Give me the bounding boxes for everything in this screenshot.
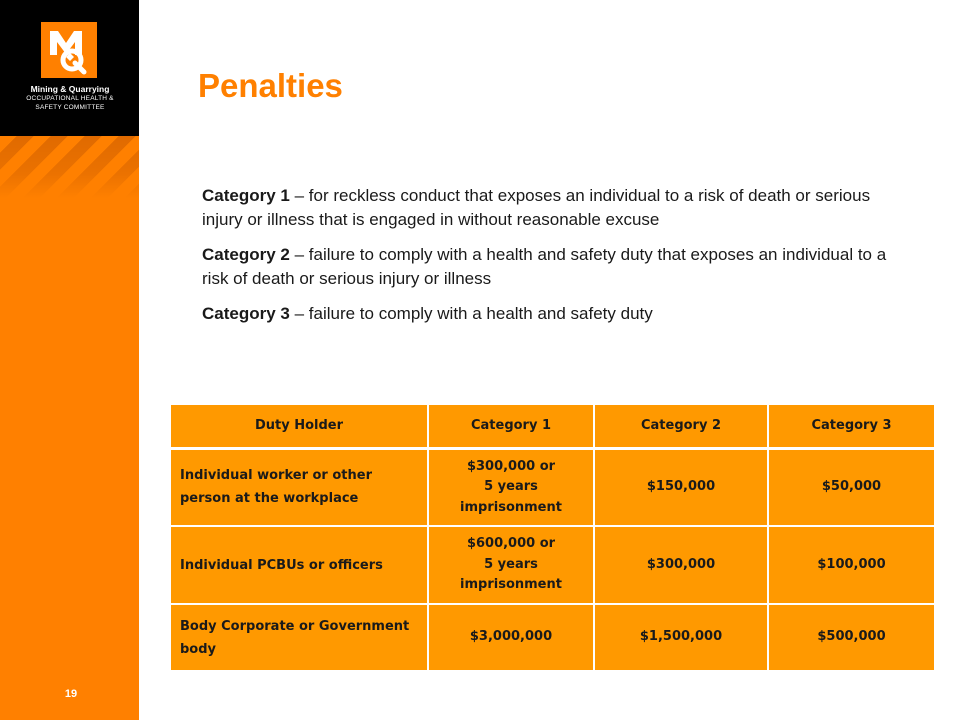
category-3-text xyxy=(202,302,892,326)
table-header-row xyxy=(171,405,934,448)
category-2-cell: $150,000 xyxy=(594,448,768,526)
header-category-2: Category 2 xyxy=(594,405,768,448)
brand-subtitle-line1: OCCUPATIONAL HEALTH & xyxy=(26,95,114,102)
page-title: Penalties xyxy=(198,67,343,104)
table-row xyxy=(171,448,934,526)
category-2-cell: $1,500,000 xyxy=(594,604,768,670)
page-number: 19 xyxy=(64,688,78,700)
brand-subtitle-line2: SAFETY COMMITTEE xyxy=(35,104,105,111)
category-3-description: – failure to comply with a health and safety duty xyxy=(289,304,653,323)
stripe-band xyxy=(0,136,139,198)
category-3-cell: $100,000 xyxy=(768,526,934,604)
mq-logo-icon xyxy=(41,22,97,78)
duty-holder-cell: Body Corporate or Government body xyxy=(171,604,428,670)
category-1-description: – for reckless conduct that exposes an individual to a risk of death or serious injury or illness that is engaged in without reasonable excuse xyxy=(202,186,871,229)
category-2-description: – failure to comply with a health and safety duty that exposes an individual to a risk of death or serious injury or illness xyxy=(202,245,887,288)
category-list xyxy=(202,184,892,326)
header-category-1: Category 1 xyxy=(428,405,594,448)
category-3-label: Category 3 xyxy=(202,304,290,323)
category-2-text xyxy=(202,243,892,290)
penalty-table xyxy=(171,405,934,670)
duty-holder-cell: Individual PCBUs or officers xyxy=(171,526,428,604)
category-1-cell: $600,000 or 5 years imprisonment xyxy=(428,526,594,604)
logo-panel xyxy=(0,0,139,136)
table-row xyxy=(171,526,934,604)
category-1-label: Category 1 xyxy=(202,186,290,205)
category-3-cell: $500,000 xyxy=(768,604,934,670)
category-1-cell: $300,000 or 5 years imprisonment xyxy=(428,448,594,526)
brand-name xyxy=(10,84,130,112)
header-category-3: Category 3 xyxy=(768,405,934,448)
category-2-cell: $300,000 xyxy=(594,526,768,604)
category-1-cell: $3,000,000 xyxy=(428,604,594,670)
category-3-cell: $50,000 xyxy=(768,448,934,526)
category-1-text xyxy=(202,184,892,231)
table-row xyxy=(171,604,934,670)
brand-title: Mining & Quarrying xyxy=(30,84,110,94)
category-2-label: Category 2 xyxy=(202,245,290,264)
duty-holder-cell: Individual worker or other person at the workplace xyxy=(171,448,428,526)
sidebar xyxy=(0,0,139,720)
header-duty-holder: Duty Holder xyxy=(171,405,428,448)
